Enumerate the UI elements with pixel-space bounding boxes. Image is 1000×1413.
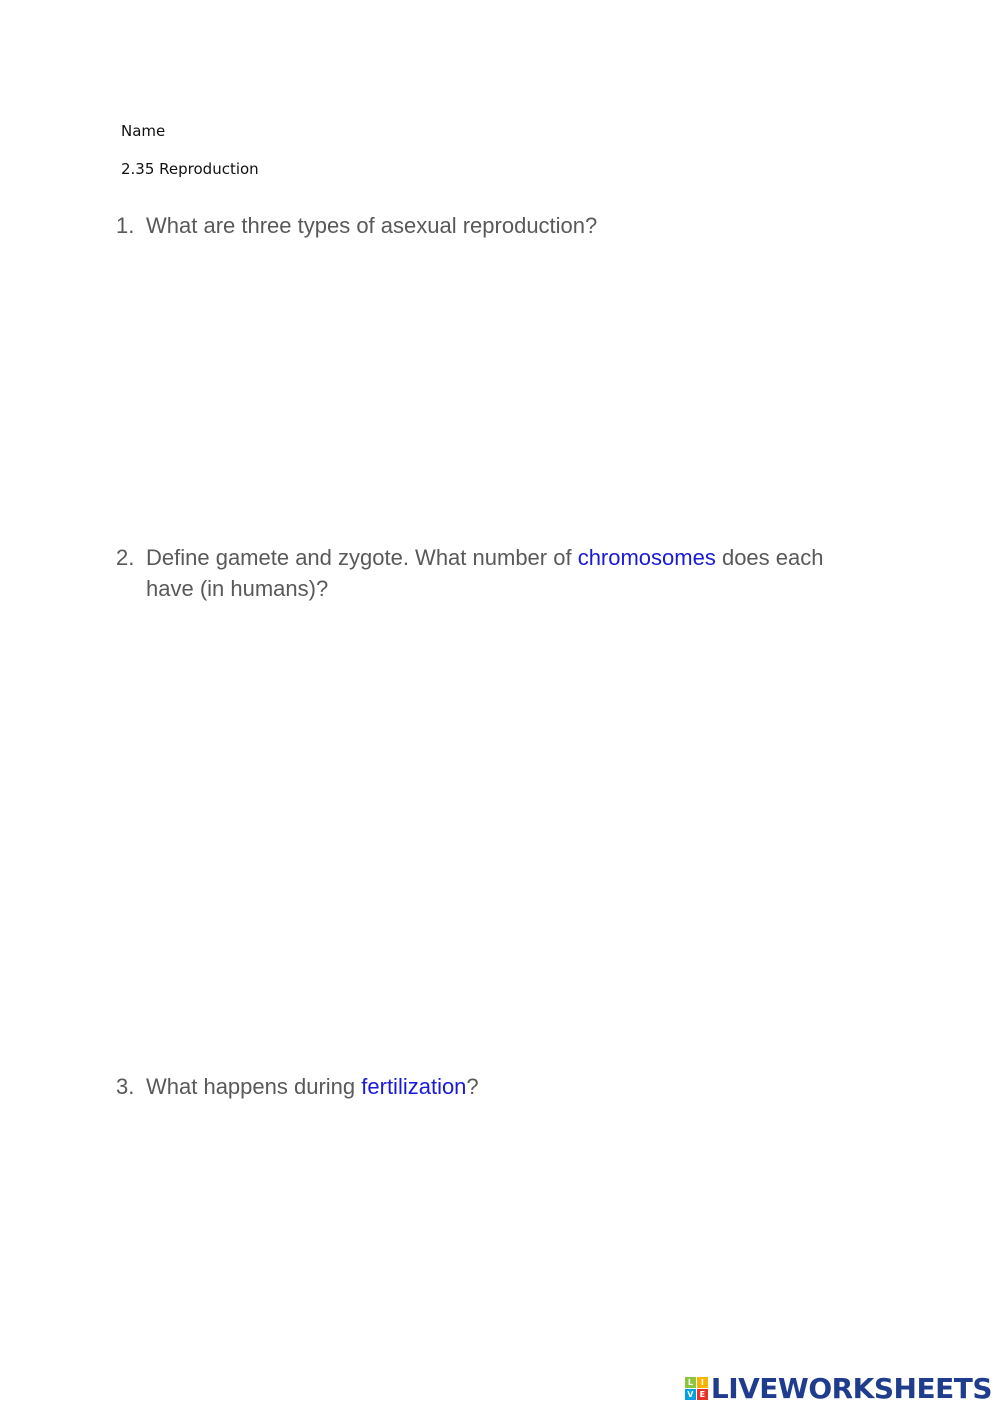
question-text [146, 210, 876, 241]
logo-wordmark: LIVEWORKSHEETS [710, 1372, 992, 1405]
question-number: 2. [116, 545, 135, 570]
question-text-part: Define gamete and zygote. What number of [146, 545, 578, 570]
question-text [146, 1071, 876, 1102]
question-text [146, 542, 876, 604]
question-number: 3. [116, 1074, 135, 1099]
question-text-part: What are three types of asexual reproduction? [146, 213, 598, 238]
question-text-part: does each have (in humans)? [146, 545, 824, 601]
liveworksheets-logo-icon: L I V E [685, 1377, 708, 1400]
question-text-part: ? [466, 1074, 479, 1099]
keyword-link[interactable]: fertilization [361, 1074, 467, 1099]
keyword-link[interactable]: chromosomes [577, 545, 716, 570]
worksheet-title: 2.35 Reproduction [121, 160, 259, 178]
question-text-part: What happens during [146, 1074, 362, 1099]
question-3 [116, 1071, 876, 1102]
name-label: Name [121, 122, 166, 140]
question-number: 1. [116, 213, 135, 238]
question-2 [116, 542, 876, 604]
question-1 [116, 210, 876, 241]
liveworksheets-logo [685, 1372, 992, 1405]
